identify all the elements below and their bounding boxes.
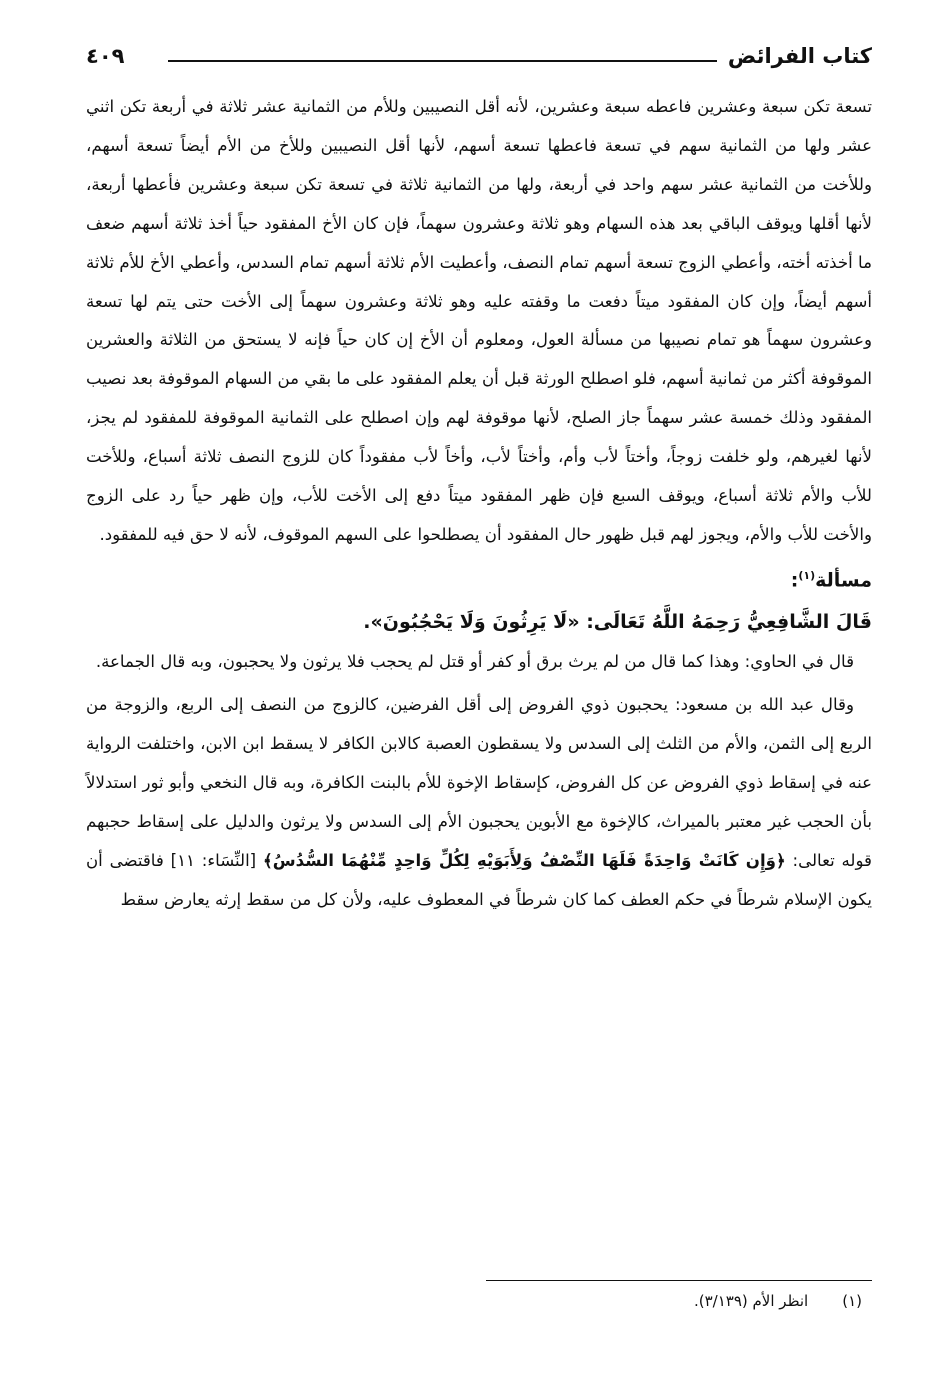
page-header [86, 40, 872, 88]
quran-reference: [النِّسَاء: ١١] [170, 850, 257, 870]
main-text [86, 88, 872, 920]
header-rule [168, 60, 717, 62]
footnote [694, 1292, 862, 1310]
section-heading [86, 555, 872, 601]
page-number: ٤٠٩ [86, 44, 125, 68]
footnote-rule [486, 1280, 872, 1281]
document-page [86, 40, 872, 1340]
section-heading-text: مسألة [815, 569, 872, 592]
running-title: كتاب الفرائض [727, 44, 872, 68]
footnote-text: انظر الأم (٣/١٣٩). [693, 1292, 809, 1310]
footnote-marker: (١) [798, 568, 816, 582]
footnote-number: (١) [842, 1292, 862, 1310]
paragraph: تسعة تكن سبعة وعشرين فاعطه سبعة وعشرين، لأنه أقل النصيبين وللأم من الثمانية عشر ثلاثة في أربعة تكن اثني عشر ولها من الثمانية سهم في تسعة فاعطها تسعة أسهم، لأنها أقل النصيبين وللأخ من الأم أيضاً تسعة أسهم، وللأخت من الثمانية عشر سهم واحد في أربعة، ولها من الثمانية ثلاثة في تسعة تكن سبعة وعشرين فأعطها أربعة، لأنها أقلها ويوقف الباقي بعد هذه السهام وهو ثلاثة وعشرون سهماً، فإن كان الأخ المفقود حياً أخذ ثلاثة أسهم ضعف ما أخذته أخته، وأعطي الزوج تسعة أسهم تمام النصف، وأعطيت الأم ثلاثة أسهم تمام السدس، وأعطي الأخ للأم ثلاثة أسهم أيضاً، وإن كان المفقود ميتاً دفعت ما وقفته عليه وهو ثلاثة وعشرون سهماً إلى الأخت حتى يتم لها تسعة وعشرون سهماً هو تمام نصيبها من مسألة العول، ومعلوم أن الأخ إن كان حياً فإنه لا يستحق من الثلاثة والعشرين الموقوفة أكثر من ثمانية أسهم، فلو اصطلح الورثة قبل أن يعلم المفقود على ما بقي من السهام الموقوفة بعد نصيب المفقود وذلك خمسة عشر سهماً جاز الصلح، لأنها موقوفة لهم وإن اصطلح على الثمانية الموقوفة للمفقود لم يجز، لأنها لغيرهم، ولو خلفت زوجاً، وأختاً لأب وأم، وأختاً لأب، وأخاً لأب مفقوداً كان للزوج النصف ثلاثة أسباع، وللأخت للأب والأم ثلاثة أسباع، ويوقف السبع فإن ظهر المفقود ميتاً دفع إلى الأخت للأب، وإن ظهر حياً رد على الزوج والأخت للأب والأم، ويجوز لهم قبل ظهور حال المفقود أن يصطلحوا على السهم الموقوف، لأنه لا حق فيه للمفقود. [86, 97, 872, 544]
shafii-quote: قَالَ الشَّافِعِيُّ رَحِمَهُ اللَّهُ تَعَالَى: «لَا يَرِثُونَ وَلَا يَحْجُبُونَ». [363, 611, 872, 634]
paragraph [86, 686, 872, 919]
paragraph-text: فاقتضى أن يكون الإسلام شرطاً في حكم العطف كما كان شرطاً في المعطوف عليه، ولأن كل من سقط إرثه يعارض سقط [86, 850, 872, 909]
paragraph-text: وقال عبد الله بن مسعود: يحجبون ذوي الفروض إلى أقل الفرضين، كالزوج من النصف إلى الربع، والزوجة من الربع إلى الثمن، والأم من الثلث إلى السدس ولا يسقطون العصبة كالابن الكافر لا يسقط ابن الابن، واختلفت الرواية عنه في إسقاط ذوي الفروض عن كل الفروض، كإسقاط الإخوة للأم بالبنت الكافرة، وبه قال النخعي وأبو ثور استدلالاً بأن الحجب غير معتبر بالميراث، كالإخوة مع الأبوين يحجبون الأم إلى السدس ولا يرثون والدليل على إسقاط حجبهم قوله تعالى: [86, 695, 872, 870]
paragraph: قال في الحاوي: وهذا كما قال من لم يرث برق أو كفر أو قتل لم يحجب فلا يرثون ولا يحجبون، وبه قال الجماعة. [95, 652, 854, 672]
section-heading-suffix: : [790, 569, 799, 592]
quran-verse: ﴿وَإِن كَانَتْ وَاحِدَةً فَلَهَا النِّصْفُ وَلِأَبَوَيْهِ لِكُلِّ وَاحِدٍ مِّنْهُمَا السُّدُسُ﴾ [262, 850, 786, 870]
